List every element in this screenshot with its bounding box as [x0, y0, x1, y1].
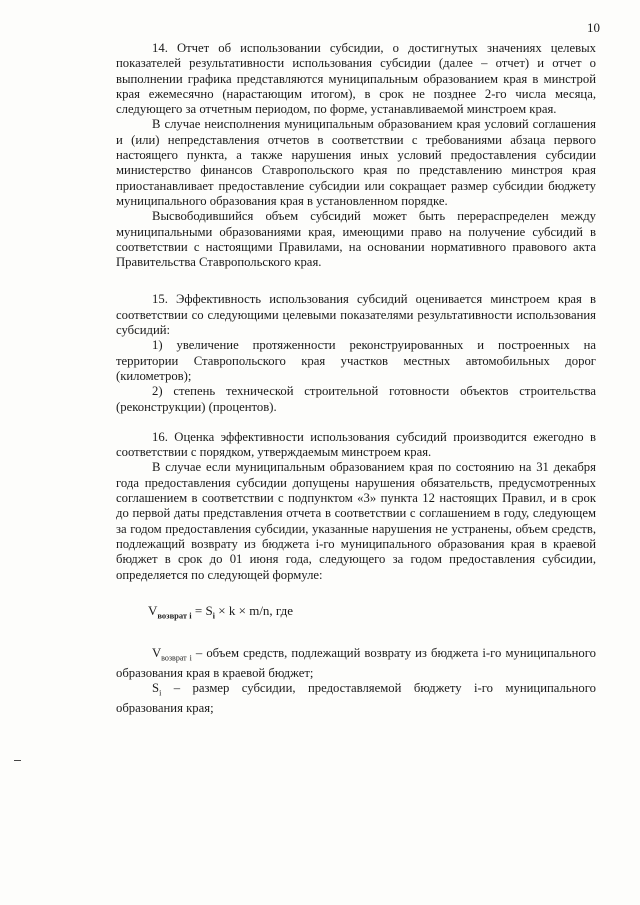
def-v-text: – объем средств, подлежащий возврату из бюджета i-го муниципального образования края в краевой бюджет; — [116, 645, 597, 680]
scan-mark — [14, 760, 21, 761]
paragraph-16: 16. Оценка эффективности использования субсидий производится ежегодно в соответствии с порядком, утверждаемым минстроем края. — [116, 429, 596, 460]
paragraph-14: 14. Отчет об использовании субсидии, о достигнутых значениях целевых показателей результативности использования субсидии (далее – отчет) и отчет о выполнении графика представляются муниципальным образованием края в минстрой края ежемесячно (нарастающим итогом), в срок не позднее 2-го числа месяца, следующего за отчетным периодом, по форме, устанавливаемой минстроем края. — [116, 41, 596, 117]
definition-v — [116, 646, 596, 681]
def-v-subscript: возврат i — [161, 653, 192, 663]
paragraph-14-noncompliance: В случае неисполнения муниципальным образованием края условий соглашения и (или) непредставления отчетов в соответствии с требованиями абзаца первого настоящего пункта, а также нарушения иных условий предоставления субсидии министерство финансов Ставропольского края по представлению минстроя края приостанавливает предоставление субсидии или сокращает размер субсидии бюджету муниципального образования края в установленном порядке. — [116, 117, 596, 208]
document-body — [116, 41, 596, 716]
paragraph-16-refund: В случае если муниципальным образованием края по состоянию на 31 декабря года предоставления субсидии допущены нарушения обязательств, предусмотренных соглашением в соответствии с подпунктом «3» пункта 12 настоящих Правил, и в срок до первой даты представления отчета в соответствии с соглашением в году, следующем за годом предоставления субсидии, указанные нарушения не устранены, объем средств, подлежащий возврату из бюджета i-го муниципального образования края в краевой бюджет в срок до 01 июня года, следующего за годом предоставления субсидии, определяется по следующей формуле: — [116, 460, 596, 582]
paragraph-gap — [116, 270, 596, 292]
paragraph-15-item-2: 2) степень технической строительной готовности объектов строительства (реконструкции) (процентов). — [116, 384, 596, 414]
def-v-symbol: V — [152, 645, 162, 660]
refund-formula — [148, 603, 596, 624]
paragraph-15: 15. Эффективность использования субсидий оценивается минстроем края в соответствии со следующими целевыми показателями результативности использования субсидий: — [116, 292, 596, 338]
formula-v-symbol: V — [148, 602, 158, 618]
definition-s: $S_i$ – размер субсидии, предоставляемой бюджету i-го муниципального образования края; — [116, 680, 597, 715]
page-number: 10 — [587, 20, 600, 35]
paragraph-gap — [116, 415, 596, 430]
paragraph-14-redistribution: Высвободившийся объем субсидий может быть перераспределен между муниципальными образованиями края, имеющими право на получение субсидий в соответствии с настоящими Правилами, на основании нормативного правового акта Правительства Ставропольского края. — [116, 209, 596, 270]
formula-s-subscript: i — [212, 610, 216, 621]
formula-rhs: = S — [194, 602, 213, 618]
def-s-text: – размер субсидии, предоставляемой бюджету i-го муниципального образования края; — [116, 680, 597, 715]
paragraph-15-item-1: 1) увеличение протяженности реконструированных и построенных на территории Ставропольского края участков местных автомобильных дорог (километров); — [116, 338, 596, 383]
formula-v-subscript: возврат i — [157, 610, 192, 621]
def-s-subscript: i — [159, 688, 162, 698]
formula-rest: × k × m/n, где — [215, 602, 294, 618]
